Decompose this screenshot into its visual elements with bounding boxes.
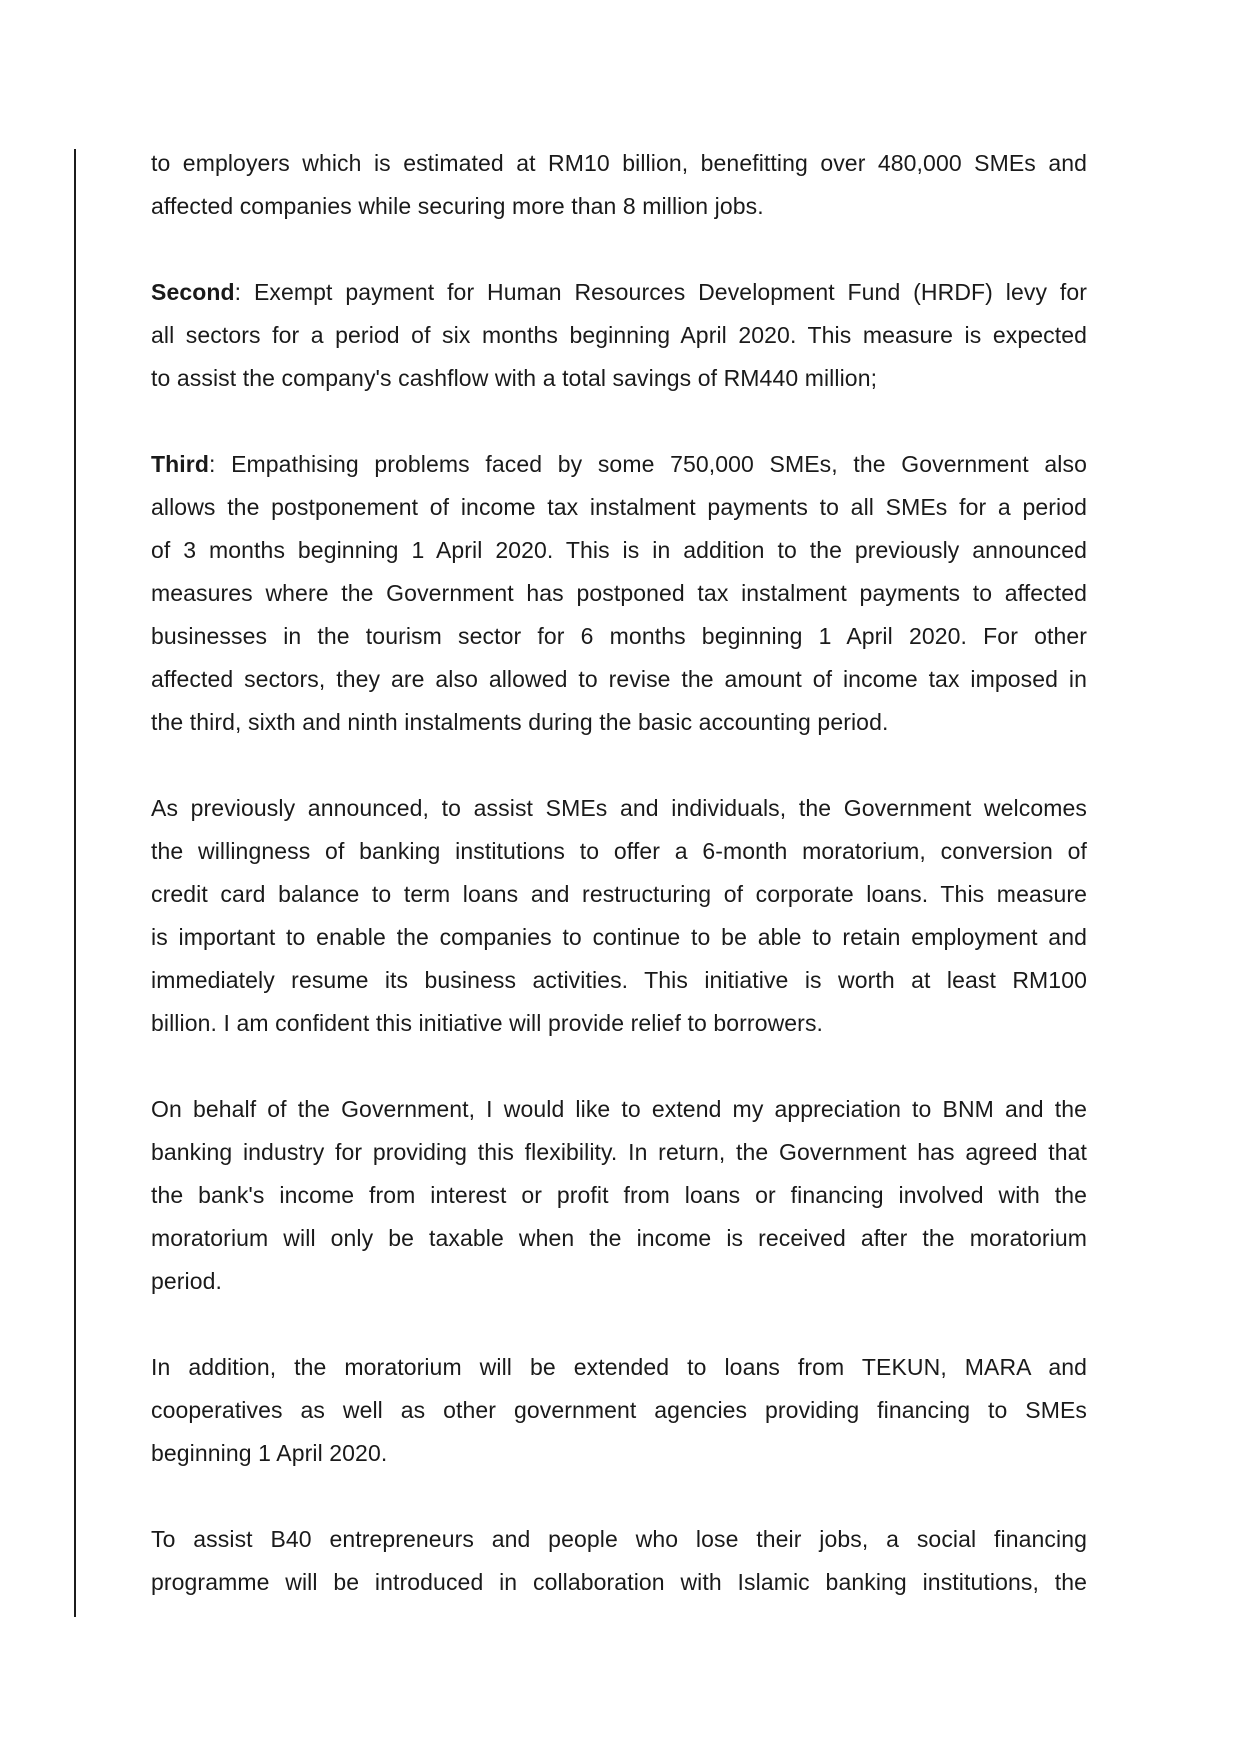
text-line: cooperatives as well as other government agencies providing financing to SMEs [151, 1397, 1087, 1423]
paragraph [151, 443, 1087, 744]
text-line [151, 443, 1087, 486]
paragraph [151, 271, 1087, 400]
text-line: As previously announced, to assist SMEs and individuals, the Government welcomes [151, 795, 1087, 821]
text-line: programme will be introduced in collaboration with Islamic banking institutions, the [151, 1569, 1087, 1595]
text-line-rest: : Exempt payment for Human Resources Development Fund (HRDF) levy for [234, 279, 1087, 305]
text-line: credit card balance to term loans and restructuring of corporate loans. This measure [151, 881, 1087, 907]
text-line-rest: : Empathising problems faced by some 750,000 SMEs, the Government also [209, 451, 1087, 477]
text-line: of 3 months beginning 1 April 2020. This is in addition to the previously announced [151, 537, 1087, 563]
text-line: In addition, the moratorium will be extended to loans from TEKUN, MARA and [151, 1354, 1087, 1380]
text-line: moratorium will only be taxable when the income is received after the moratorium [151, 1225, 1087, 1251]
text-line: allows the postponement of income tax instalment payments to all SMEs for a period [151, 494, 1087, 520]
text-line: billion. I am confident this initiative will provide relief to borrowers. [151, 1010, 824, 1036]
paragraph [151, 1088, 1087, 1303]
text-line: measures where the Government has postponed tax instalment payments to affected [151, 580, 1087, 606]
change-bar [74, 149, 76, 1617]
text-line: immediately resume its business activities. This initiative is worth at least RM100 [151, 967, 1087, 993]
text-line: beginning 1 April 2020. [151, 1440, 388, 1466]
text-line: To assist B40 entrepreneurs and people who lose their jobs, a social financing [151, 1526, 1087, 1552]
document-text-block [151, 142, 1087, 1647]
text-line: banking industry for providing this flexibility. In return, the Government has agreed that [151, 1139, 1087, 1165]
text-line: businesses in the tourism sector for 6 months beginning 1 April 2020. For other [151, 623, 1087, 649]
bold-lead: Second [151, 279, 235, 305]
text-line [151, 271, 1087, 314]
text-line: to assist the company's cashflow with a total savings of RM440 million; [151, 365, 878, 391]
text-line: On behalf of the Government, I would like to extend my appreciation to BNM and the [151, 1096, 1087, 1122]
text-line: the bank's income from interest or profit from loans or financing involved with the [151, 1182, 1087, 1208]
paragraph [151, 142, 1087, 228]
text-line: affected sectors, they are also allowed to revise the amount of income tax imposed in [151, 666, 1087, 692]
text-line: the third, sixth and ninth instalments during the basic accounting period. [151, 709, 889, 735]
bold-lead: Third [151, 451, 209, 477]
text-line: to employers which is estimated at RM10 billion, benefitting over 480,000 SMEs and [151, 150, 1087, 176]
paragraph [151, 1346, 1087, 1475]
paragraph [151, 787, 1087, 1045]
text-line: all sectors for a period of six months beginning April 2020. This measure is expected [151, 322, 1087, 348]
text-line: the willingness of banking institutions to offer a 6-month moratorium, conversion of [151, 838, 1087, 864]
text-line: is important to enable the companies to continue to be able to retain employment and [151, 924, 1087, 950]
text-line: affected companies while securing more than 8 million jobs. [151, 193, 764, 219]
paragraph [151, 1518, 1087, 1604]
text-line: period. [151, 1268, 223, 1294]
